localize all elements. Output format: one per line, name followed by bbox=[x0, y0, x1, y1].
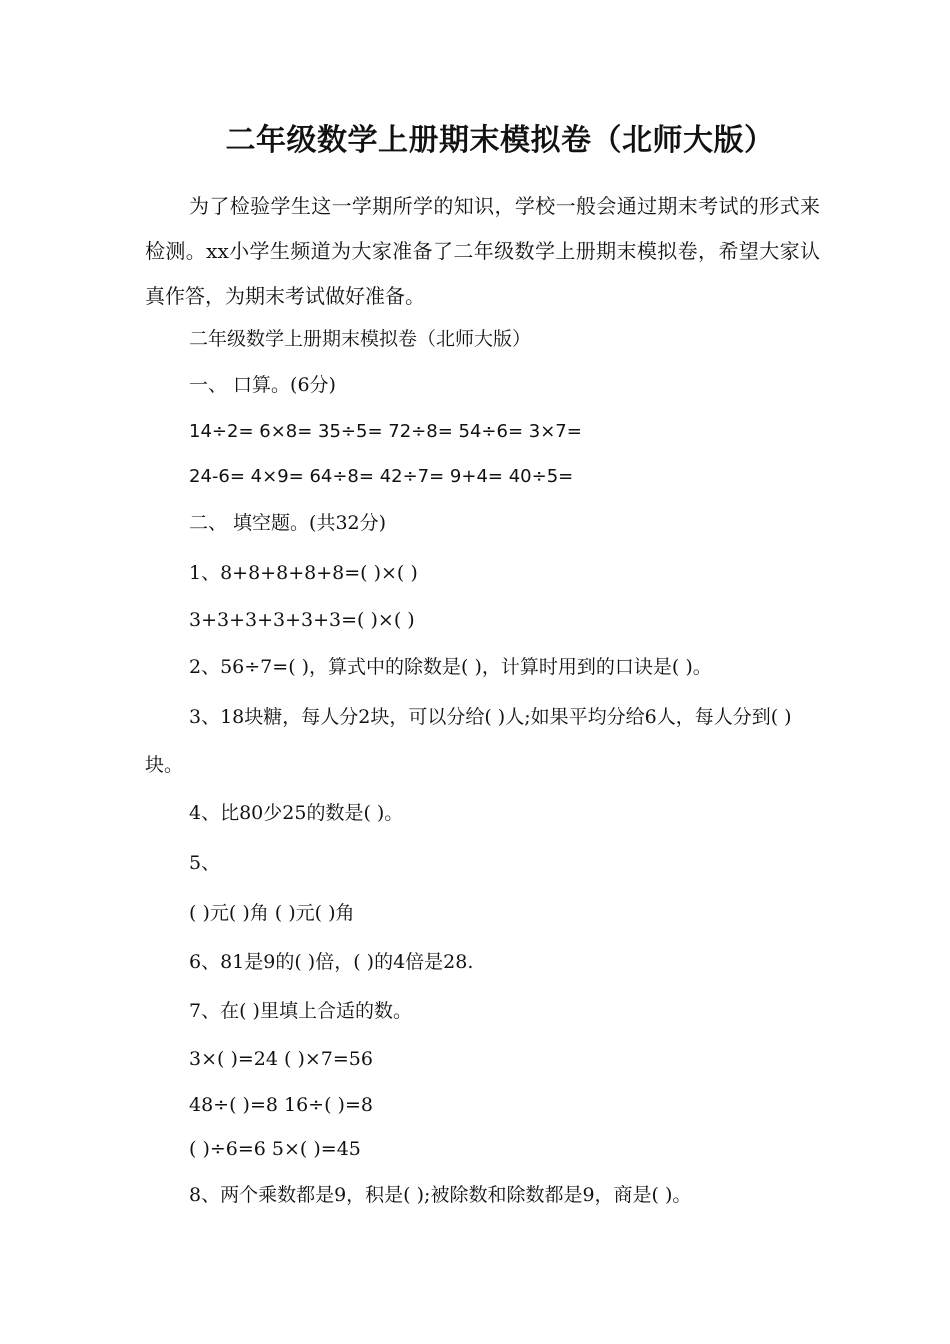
question-1a: 1、8+8+8+8+8=( )×( ) bbox=[189, 562, 418, 584]
mental-math-row-1: 14÷2= 6×8= 35÷5= 72÷8= 54÷6= 3×7= bbox=[189, 421, 582, 442]
question-3: 3、18块糖，每人分2块，可以分给( )人;如果平均分给6人，每人分到( )块。 bbox=[145, 706, 792, 776]
question-7: 7、在( )里填上合适的数。 bbox=[189, 1000, 412, 1022]
section-2-heading: 二、 填空题。(共32分) bbox=[189, 512, 387, 534]
question-7c: ( )÷6=6 5×( )=45 bbox=[189, 1138, 361, 1160]
question-1b: 3+3+3+3+3+3=( )×( ) bbox=[189, 609, 415, 631]
question-8: 8、两个乘数都是9，积是( );被除数和除数都是9，商是( )。 bbox=[189, 1184, 692, 1206]
question-5-blanks: ( )元( )角 ( )元( )角 bbox=[189, 902, 355, 924]
question-2: 2、56÷7=( )，算式中的除数是( )，计算时用到的口诀是( )。 bbox=[189, 656, 712, 678]
section-1-heading: 一、 口算。(6分) bbox=[189, 374, 336, 396]
intro-paragraph: 为了检验学生这一学期所学的知识，学校一般会通过期末考试的形式来检测。xx小学生频道为大家准备了二年级数学上册期末模拟卷，希望大家认真作答，为期末考试做好准备。 bbox=[145, 194, 820, 308]
document-title: 二年级数学上册期末模拟卷（北师大版） bbox=[225, 123, 775, 158]
mental-math-row-2: 24-6= 4×9= 64÷8= 42÷7= 9+4= 40÷5= bbox=[189, 466, 574, 487]
question-6: 6、81是9的( )倍，( )的4倍是28. bbox=[189, 951, 474, 973]
question-4: 4、比80少25的数是( )。 bbox=[189, 802, 404, 824]
question-5: 5、 bbox=[189, 852, 221, 874]
subtitle: 二年级数学上册期末模拟卷（北师大版） bbox=[189, 328, 532, 350]
question-7b: 48÷( )=8 16÷( )=8 bbox=[189, 1094, 373, 1116]
question-7a: 3×( )=24 ( )×7=56 bbox=[189, 1048, 373, 1070]
